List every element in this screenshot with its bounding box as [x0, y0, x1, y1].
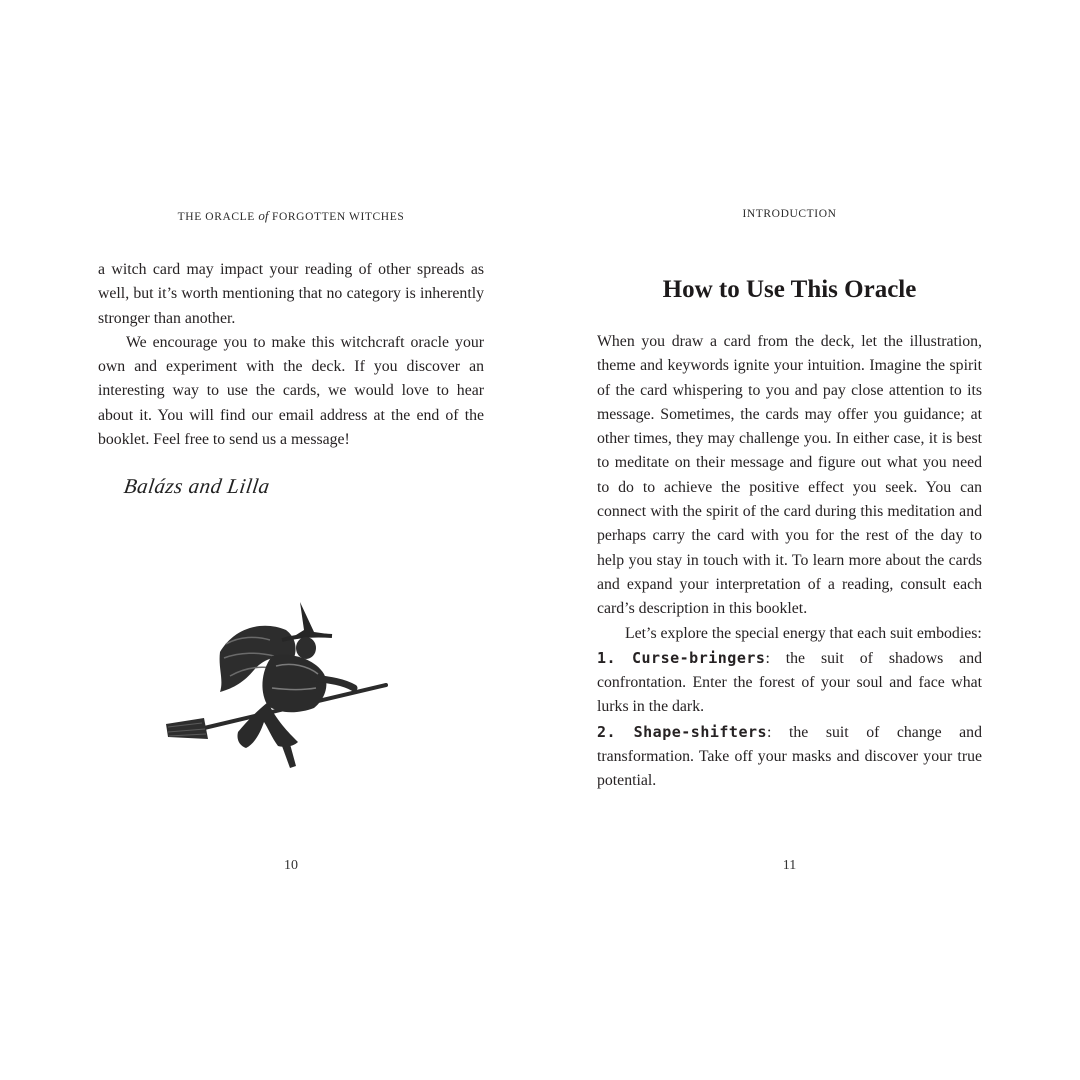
right-paragraph-1: When you draw a card from the deck, let the illustration, theme and keywords ignite your intuition. Imagine the spirit of the card whispering to you and pay close attention to its message. Sometimes, the cards may offer you guidance; at other times, they may challenge you. In either case, it is best to meditate on their message and figure out what you need to do to achieve the positive effect you seek. You can connect with the spirit of the card during this meditation and perhaps carry the card with you for the rest of the day to help you stay in touch with it. To learn more about the cards and expand your interpretation of a reading, consult each card’s description in this booklet.: [597, 333, 982, 618]
suit-item-curse-bringers: [597, 646, 982, 720]
running-head-left-italic: of: [258, 208, 269, 223]
right-paragraph-2: Let’s explore the special energy that each suit embodies:: [625, 624, 982, 642]
suit-name: Curse-bringers: [632, 648, 766, 667]
running-head-left: [98, 208, 484, 224]
chapter-title: How to Use This Oracle: [662, 276, 917, 303]
left-paragraph-2: We encourage you to make this witchcraft oracle your own and experiment with the deck. If you discover an interesting way to use the cards, we would love to hear about it. You will find our email address at the end of the booklet. Feel free to send us a message!: [98, 333, 484, 449]
suit-item-shape-shifters: [597, 720, 982, 794]
suit-description: : the suit of shadows and confrontation. Enter the forest of your soul and face what lurks in the dark.: [597, 649, 982, 716]
suit-number: 2.: [597, 722, 617, 741]
left-page: [98, 0, 484, 1080]
running-head-left-pre: THE ORACLE: [177, 211, 259, 223]
suit-number: 1.: [597, 648, 617, 667]
witch-on-broomstick-illustration: [164, 596, 392, 772]
suit-name: Shape-shifters: [633, 722, 768, 741]
suit-description: : the suit of change and transformation. Take off your masks and discover your true potential.: [597, 723, 982, 790]
right-page: [597, 0, 982, 1080]
left-body-text: [98, 258, 484, 452]
page-number-left: 10: [284, 858, 298, 873]
running-head-right: INTRODUCTION: [742, 208, 837, 220]
right-body-text: [597, 330, 982, 794]
left-paragraph-1: a witch card may impact your reading of other spreads as well, but it’s worth mentioning that no category is inherently stronger than another.: [98, 261, 484, 327]
running-head-left-post: FORGOTTEN WITCHES: [268, 211, 405, 223]
signature: Balázs and Lilla: [122, 474, 272, 498]
page-number-right: 11: [782, 858, 797, 873]
